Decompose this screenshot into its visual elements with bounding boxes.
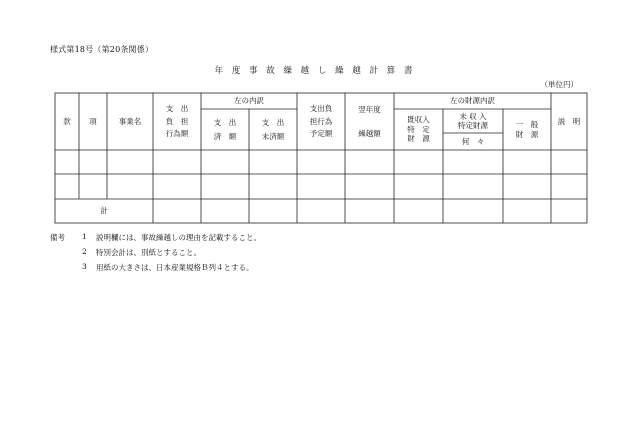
header-line: 未済額 (261, 131, 285, 141)
note-text: 用紙の大きさは、日本産業規格Ｂ列４とする。 (96, 263, 254, 272)
header-line: 支 出 (261, 118, 285, 128)
col-shishutsu-futan-header (153, 93, 201, 150)
col-yokunendo-header (345, 93, 394, 150)
header-line: 既収入 (407, 115, 430, 125)
note-number: 2 (82, 247, 87, 256)
sub-shishutsu-zumi-header (201, 109, 249, 150)
header-line: 翌年度 (358, 105, 381, 115)
header-line: 支出負 (309, 104, 333, 114)
sub-ippan-zaigen-header (503, 109, 551, 150)
header-line: 特定財源 (458, 121, 488, 130)
header-line: 予定額 (309, 129, 333, 139)
document-title: 年 度 事 故 繰 越 し 繰 越 計 算 書 (214, 66, 416, 76)
group-left-breakdown-header: 左の内訳 (234, 96, 264, 106)
header-line: 財 源 (407, 134, 430, 144)
header-line: 支 出 (165, 104, 189, 114)
sub-kishuu-tokutei-header (394, 109, 443, 150)
total-row-label: 計 (100, 206, 108, 216)
header-line: 未 収 入 (459, 111, 487, 121)
col-setsumei-header: 説 明 (557, 116, 581, 126)
note-number: 3 (82, 262, 87, 271)
header-line: 特 定 (407, 124, 430, 134)
unit-label: （単位円） (540, 80, 578, 89)
note-text: 特別会計は、別紙とすること。 (96, 248, 201, 257)
col-shishutsu-yotei-header (297, 93, 345, 150)
sub-mishuu-tokutei-header (443, 109, 503, 133)
form-number: 様式第18号（第20条関係） (50, 45, 154, 54)
group-left-source-header: 左の財源内訳 (450, 96, 495, 106)
header-line: 財 源 (515, 130, 539, 139)
sub-shishutsu-mizumi-header (249, 109, 297, 150)
notes-label: 備考 (50, 233, 65, 242)
header-line: 負 担 (165, 116, 189, 126)
header-line: 支 出 (213, 118, 237, 128)
col-jigyo-header: 事業名 (118, 116, 142, 126)
header-line: 一 般 (515, 119, 539, 129)
header-line: 済 額 (213, 131, 237, 141)
sub-mishuu-nanika-header: 何 々 (461, 136, 485, 146)
col-kou-header: 項 (89, 116, 97, 126)
note-number: 1 (82, 232, 87, 241)
header-line: 担行為 (309, 116, 333, 126)
header-line: 行為額 (165, 129, 189, 139)
note-text: 説明欄には、事故繰越しの理由を記載すること。 (96, 233, 261, 242)
col-kan-header: 款 (63, 116, 71, 126)
header-line: 繰越額 (358, 128, 381, 138)
